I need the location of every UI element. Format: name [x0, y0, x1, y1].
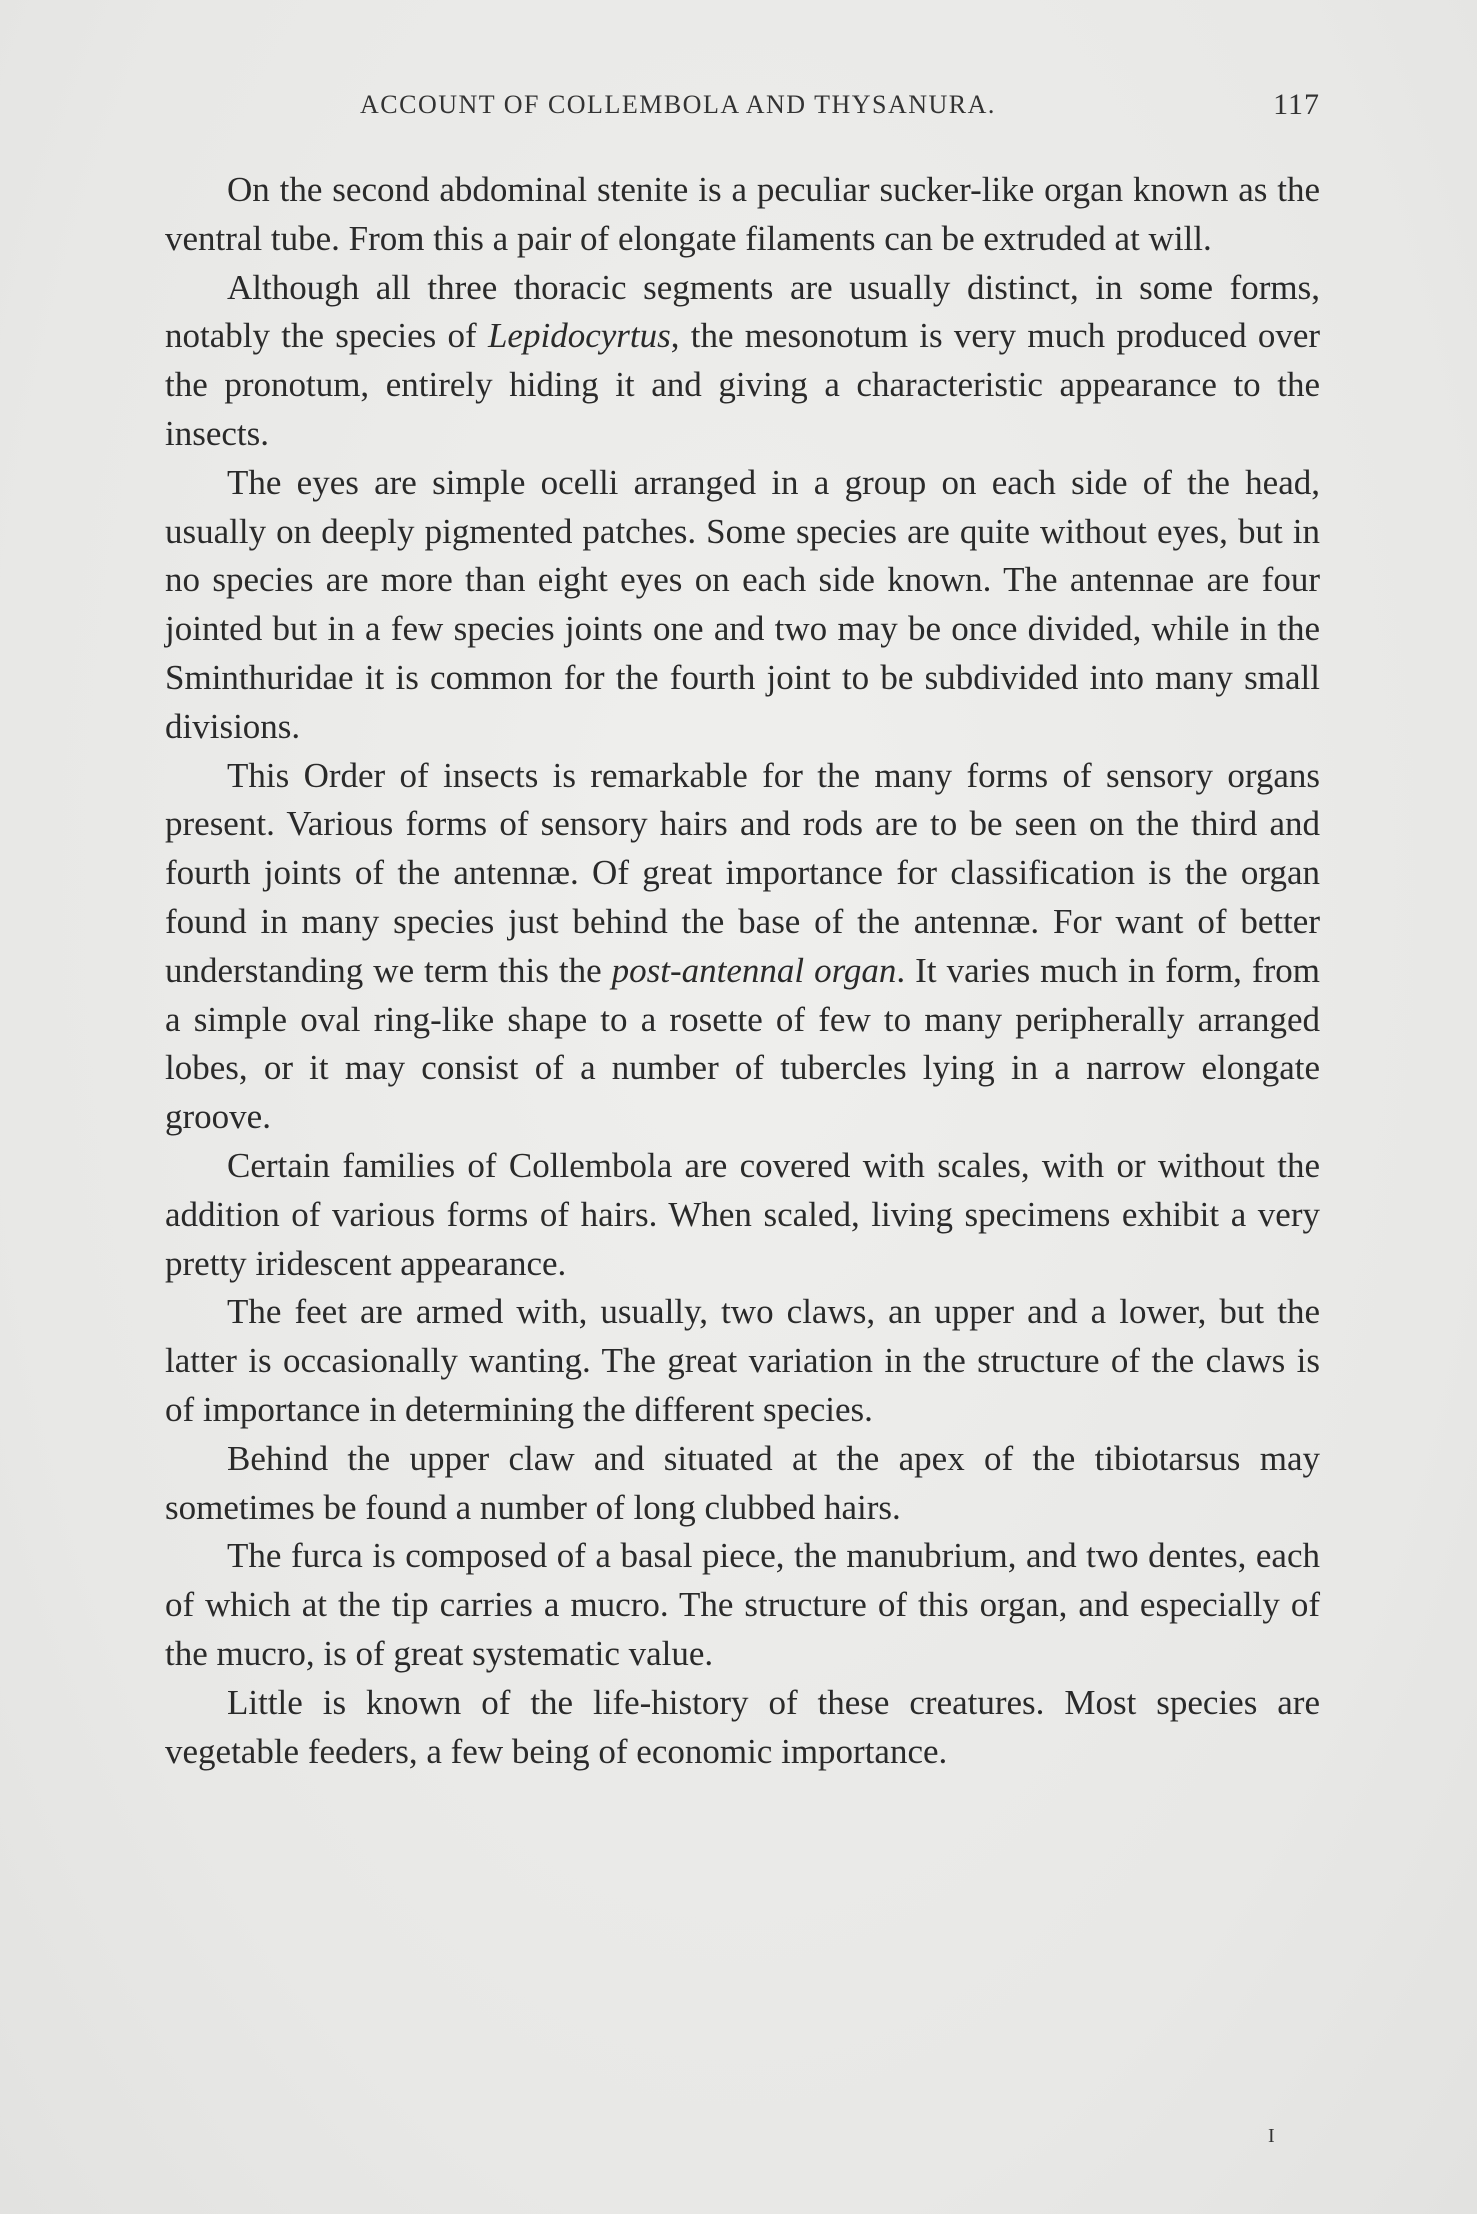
paragraph-clubbed-hairs: Behind the upper claw and situated at the apex of the tibiotarsus may sometimes be found a number of long clubbed hairs.: [165, 1438, 1320, 1527]
signature-mark: I: [1268, 2125, 1275, 2147]
page-number: 117: [1273, 88, 1320, 121]
running-head: [165, 90, 1320, 130]
paragraph-text: . It varies much in form, from a simple oval ring-like shape to a rosette of few to many peripherally arranged lobes, or it may consist of a number of tubercles lying in a narrow elongate groove.: [165, 950, 1320, 1137]
paragraph-text: Although all three thoracic segments are usually distinct, in some forms, notably the species of: [165, 267, 1320, 356]
paragraph-thoracic-segments: [165, 264, 1320, 459]
paragraph-ventral-tube: On the second abdominal stenite is a peculiar sucker-like organ known as the ventral tube. From this a pair of elongate filaments can be extruded at will.: [165, 170, 1320, 258]
running-title: ACCOUNT OF COLLEMBOLA AND THYSANURA.: [360, 90, 996, 119]
paragraph-text: This Order of insects is remarkable for the many forms of sensory organs present. Various forms of sensory hairs and rods are to be seen on the third and fourth joints of the antennæ. Of great importance for classification is the organ found in many species just behind the base of the antennæ. For want of better understanding we term this the: [165, 755, 1320, 990]
italic-term: post-antennal organ: [611, 950, 897, 990]
body-text: [165, 166, 1320, 1776]
paragraph-eyes-antennae: The eyes are simple ocelli arranged in a group on each side of the head, usually on deeply pigmented patches. Some species are quite without eyes, but in no species are more than eight eyes on each side known. The antennae are four jointed but in a few species joints one and two may be once divided, while in the Sminthuridae it is common for the fourth joint to be subdivided into many small divisions.: [165, 462, 1320, 746]
italic-term: Lepidocyrtus: [487, 316, 671, 356]
paragraph-sensory-organs: [165, 752, 1320, 1142]
paragraph-furca: The furca is composed of a basal piece, the manubrium, and two dentes, each of which at the tip carries a mucro. The structure of this organ, and especially of the mucro, is of great systematic value.: [165, 1536, 1320, 1673]
paragraph-text: , the mesonotum is very much produced over the pronotum, entirely hiding it and giving a characteristic appearance to the insects.: [165, 316, 1321, 453]
paragraph-scales: Certain families of Collembola are covered with scales, with or without the addition of various forms of hairs. When scaled, living specimens exhibit a very pretty iridescent appearance.: [165, 1145, 1320, 1283]
paragraph-life-history: Little is known of the life-history of these creatures. Most species are vegetable feeders, a few being of economic importance.: [165, 1682, 1320, 1771]
paragraph-feet-claws: The feet are armed with, usually, two claws, an upper and a lower, but the latter is occasionally wanting. The great variation in the structure of the claws is of importance in determining the different species.: [165, 1292, 1320, 1429]
